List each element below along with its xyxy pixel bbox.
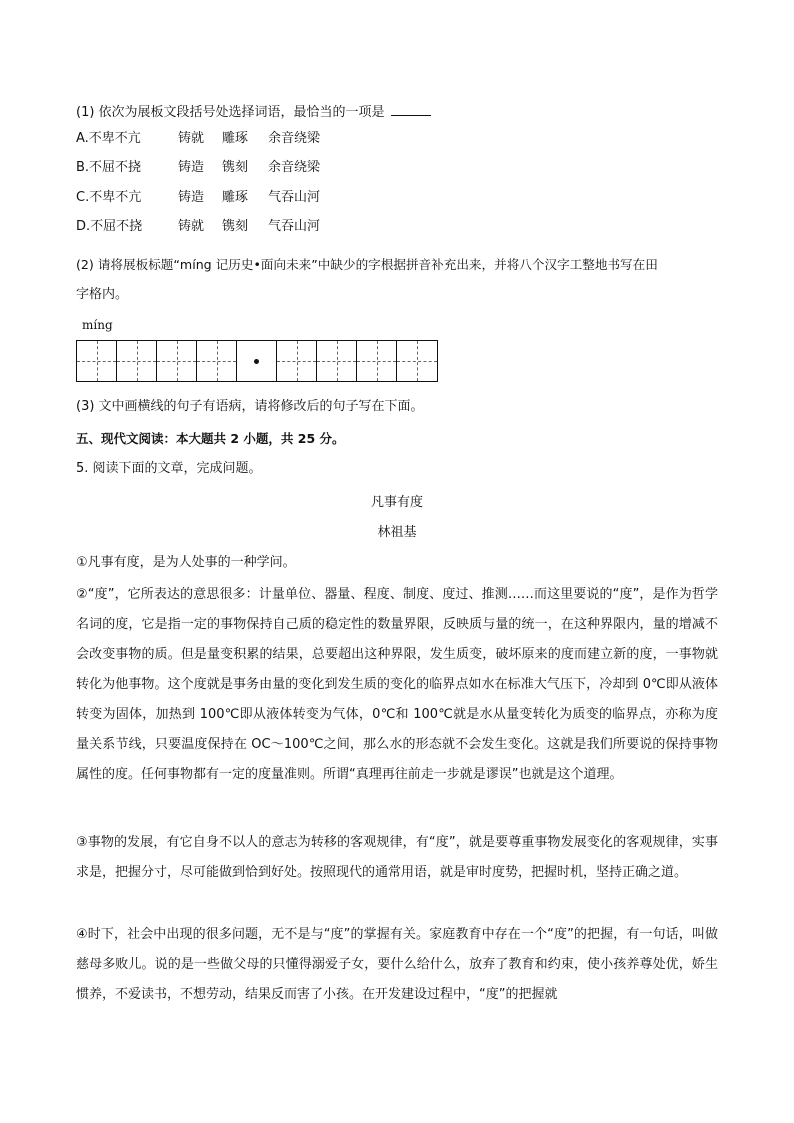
tianzige-cell[interactable] bbox=[317, 341, 357, 381]
q2-line-2: 字格内。 bbox=[76, 287, 129, 302]
q1-stem bbox=[76, 103, 431, 122]
q1-stem-text: (1) 依次为展板文段括号处选择词语，最恰当的一项是 bbox=[76, 105, 385, 120]
option-label: A.不卑不亢 bbox=[76, 131, 141, 146]
option-word-3: 余音绕梁 bbox=[268, 131, 321, 146]
option-word-2: 镌刻 bbox=[222, 160, 249, 175]
paragraph-2: ②“度”，它所表达的意思很多：计量单位、器量、程度、制度、度过、推测……而这里要说的“度”，是作为哲学名词的度，它是指一定的事物保持自己质的稳定性的数量界限，反映质与量的统一，在这种界限内，量的增减不会改变事物的质。但是量变积累的结果，总要超出这种界限，发生质变，破坏原来的度而建立新的度，一事物就转化为他事物。这个度就是事务由量的变化到发生质的变化的临界点如水在标准大气压下，冷却到 0℃即从液体转变为固体，加热到 100℃即从液体转变为气体，0℃和 100℃就是水从量变转化为质变的临界点，亦称为度量关系节线，只要温度保持在 OC～100℃之间，那么水的形态就不会发生变化。这就是我们所要说的保持事物属性的度。任何事物都有一定的度量准则。所谓“真理再往前走一步就是谬误”也就是这个道理。 bbox=[76, 587, 718, 782]
question-intro: 5. 阅读下面的文章，完成问题。 bbox=[76, 461, 262, 476]
option-word-1: 铸造 bbox=[178, 190, 205, 205]
tianzige-cell[interactable] bbox=[357, 341, 397, 381]
answer-blank[interactable] bbox=[391, 103, 431, 116]
tianzige-cell[interactable] bbox=[197, 341, 237, 381]
option-word-2: 雕琢 bbox=[222, 131, 249, 146]
option-word-1: 铸就 bbox=[178, 131, 205, 146]
article-author: 林祖基 bbox=[377, 525, 417, 540]
option-word-3: 气吞山河 bbox=[268, 219, 321, 234]
tianzige-cell[interactable] bbox=[277, 341, 317, 381]
option-word-3: 气吞山河 bbox=[268, 190, 321, 205]
tianzige-cell[interactable] bbox=[117, 341, 157, 381]
option-label: D.不屈不挠 bbox=[76, 219, 143, 234]
option-word-1: 铸造 bbox=[178, 160, 205, 175]
separator-dot-cell bbox=[237, 341, 277, 381]
paragraph-3: ③事物的发展，有它自身不以人的意志为转移的客观规律，有“度”，就是要尊重事物发展变化的客观规律，实事求是，把握分寸，尽可能做到恰到好处。按照现代的通常用语，就是审时度势，把握时机，坚持正确之道。 bbox=[76, 835, 718, 880]
paragraph-1: ①凡事有度，是为人处事的一种学问。 bbox=[76, 555, 296, 570]
option-word-3: 余音绕梁 bbox=[268, 160, 321, 175]
option-word-2: 雕琢 bbox=[222, 190, 249, 205]
q3-text: (3) 文中画横线的句子有语病，请将修改后的句子写在下面。 bbox=[76, 399, 424, 414]
option-word-1: 铸就 bbox=[178, 219, 205, 234]
pinyin-hint: míng bbox=[82, 318, 113, 332]
q2-line-1: (2) 请将展板标题“míng 记历史•面向未来”中缺少的字根据拼音补充出来，并将八个汉字工整地书写在田 bbox=[76, 257, 658, 272]
section-heading: 五、现代文阅读：本大题共 2 小题，共 25 分。 bbox=[76, 431, 345, 446]
paragraph-4: ④时下，社会中出现的很多问题，无不是与“度”的掌握有关。家庭教育中存在一个“度”的把握，有一句话，叫做慈母多败儿。说的是一些做父母的只懂得溺爱子女，要什么给什么，放弃了教育和约束，使小孩养尊处优，娇生惯养，不爱读书，不想劳动，结果反而害了小孩。在开发建设过程中，“度”的把握就 bbox=[76, 927, 718, 1002]
tianzige-grid bbox=[76, 340, 438, 382]
dot-icon bbox=[254, 359, 259, 364]
tianzige-cell[interactable] bbox=[77, 341, 117, 381]
option-label: C.不卑不亢 bbox=[76, 190, 142, 205]
tianzige-cell[interactable] bbox=[157, 341, 197, 381]
option-word-2: 镌刻 bbox=[222, 219, 249, 234]
option-label: B.不屈不挠 bbox=[76, 160, 142, 175]
tianzige-cell[interactable] bbox=[397, 341, 437, 381]
article-title: 凡事有度 bbox=[370, 495, 423, 510]
